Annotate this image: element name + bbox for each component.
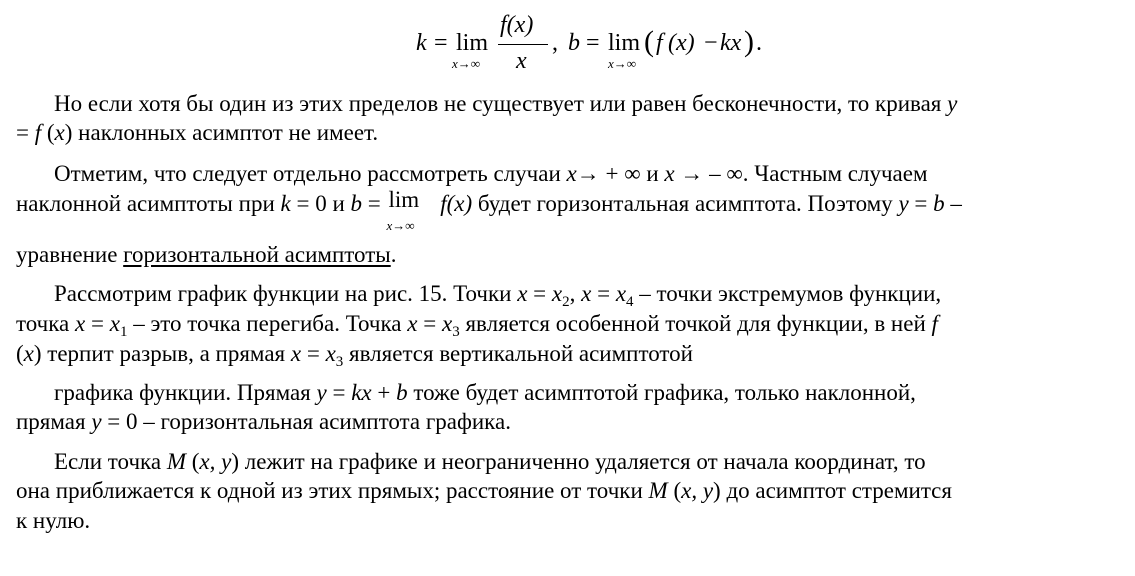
text-para2-l2-bvar: b bbox=[350, 191, 362, 216]
formula-denominator: x bbox=[516, 48, 527, 74]
para2-line1 bbox=[54, 160, 928, 188]
para2-line3 bbox=[16, 241, 396, 269]
text-para4-l1-c: + bbox=[371, 380, 397, 405]
formula-inner-arg: (x) bbox=[668, 30, 695, 56]
para5-line2 bbox=[16, 477, 952, 505]
text-para3-l1-c: , bbox=[569, 281, 582, 306]
text-para1-line2-x: x bbox=[54, 120, 65, 145]
text-para3-l3-d: является вертикальной асимптотой bbox=[343, 341, 693, 366]
text-para4-l2-a: прямая bbox=[16, 409, 92, 434]
para1-line1 bbox=[54, 90, 957, 118]
text-para1-line1: Но если хотя бы один из этих пределов не существует или равен бесконечности, то кривая bbox=[54, 91, 948, 116]
text-para3-l3-s3: 3 bbox=[335, 354, 344, 370]
text-para4-l1-a: графика функции. Прямая bbox=[54, 380, 317, 405]
formula-lim1-sub: x→∞ bbox=[452, 56, 481, 71]
text-para2-l3-b: . bbox=[390, 242, 397, 267]
text-para5-l1-m: M bbox=[166, 449, 186, 474]
text-para4-l1-b: = bbox=[326, 380, 352, 405]
limit-formula bbox=[416, 8, 796, 80]
text-para3-l1-x4: x bbox=[615, 281, 627, 306]
para5-line3 bbox=[16, 507, 90, 535]
text-para4-l1-y: y bbox=[316, 380, 327, 405]
text-para3-l3-x: x bbox=[23, 341, 34, 366]
text-para5-l3-a: к нулю. bbox=[16, 508, 91, 533]
text-para4-l1-d: тоже будет асимптотой графика, только наклонной, bbox=[407, 380, 916, 405]
text-para3-l1-s2: 2 bbox=[562, 294, 570, 310]
text-para5-l1-xy: x, y bbox=[199, 449, 232, 474]
text-para5-l2-xy: x, y bbox=[681, 478, 714, 503]
text-para3-l1-x3: x bbox=[581, 281, 592, 306]
formula-minus: − bbox=[704, 30, 718, 56]
para4-line1 bbox=[54, 379, 916, 407]
text-para3-l1-b: = bbox=[527, 281, 552, 306]
text-para2-l2-e: – bbox=[944, 191, 962, 216]
text-para3-l3-x3: x bbox=[325, 341, 336, 366]
inline-limit bbox=[386, 187, 434, 233]
text-para5-l2-m: M bbox=[648, 478, 668, 503]
text-para2-l2-lim: lim bbox=[388, 187, 420, 212]
text-para2-l1-x1: x bbox=[566, 161, 577, 186]
formula-kx: kx bbox=[720, 30, 742, 56]
text-para4-l2-b: = 0 – горизонтальная асимптота графика. bbox=[101, 409, 511, 434]
text-para3-l2-s3: 3 bbox=[452, 324, 460, 340]
text-para3-l1-x2: x bbox=[551, 281, 563, 306]
text-para3-l2-xx: x bbox=[407, 311, 418, 336]
text-para3-l1-s4: 4 bbox=[626, 294, 634, 310]
text-para2-l2-eq: = bbox=[362, 191, 387, 216]
formula-numerator: f(x) bbox=[500, 12, 534, 38]
text-para1-line1-var: y bbox=[947, 91, 958, 116]
formula-k: k bbox=[416, 30, 427, 56]
formula-close: ) bbox=[744, 25, 754, 58]
text-para2-l2-k: k bbox=[280, 191, 291, 216]
text-para2-l1-a: Отметим, что следует отдельно рассмотреть случаи bbox=[54, 161, 567, 186]
text-para3-l2-d: = bbox=[417, 311, 442, 336]
text-para3-l2-x1: x bbox=[109, 311, 120, 336]
para1-line2 bbox=[16, 119, 378, 147]
text-para5-l2-c: ) до асимптот стремится bbox=[713, 478, 952, 503]
text-para4-l2-y: y bbox=[91, 409, 102, 434]
text-para4-l1-kx: kx bbox=[351, 380, 372, 405]
formula-lim1: lim bbox=[456, 30, 489, 56]
formula-b: b bbox=[568, 30, 580, 56]
text-para3-l3-c: = bbox=[301, 341, 326, 366]
text-para2-l3-a: уравнение bbox=[16, 242, 124, 267]
formula-lim2: lim bbox=[608, 30, 641, 56]
text-para3-l1-d: = bbox=[591, 281, 616, 306]
text-para1-line2-f: f bbox=[34, 120, 42, 145]
text-para2-l2-lim-sub: x→∞ bbox=[386, 218, 415, 233]
text-para2-l1-b: → + ∞ и bbox=[576, 161, 665, 186]
text-para5-l1-c: ) лежит на графике и неограниченно удаляется от начала координат, то bbox=[231, 449, 926, 474]
text-para2-l2-d: = bbox=[908, 191, 934, 216]
para5-line1 bbox=[54, 448, 926, 476]
text-para4-l1-bv: b bbox=[396, 380, 408, 405]
text-para3-l2-f: f bbox=[931, 311, 938, 336]
text-para2-l1-c: → – ∞. Частным случаем bbox=[674, 161, 928, 186]
text-para2-l2-bb: b bbox=[933, 191, 945, 216]
text-para3-l2-s1: 1 bbox=[119, 324, 128, 340]
formula-lim2-sub: x→∞ bbox=[608, 56, 637, 71]
formula-open: ( bbox=[644, 25, 654, 58]
text-para3-l2-b: = bbox=[85, 311, 110, 336]
text-para1-line2-a: = bbox=[16, 120, 35, 145]
text-para5-l2-a: она приближается к одной из этих прямых; расстояние от точки bbox=[16, 478, 649, 503]
para3-line3 bbox=[16, 340, 693, 371]
text-para3-l3-b: ) терпит разрыв, а прямая bbox=[33, 341, 291, 366]
text-para1-line2-b: ( bbox=[41, 120, 55, 145]
text-para3-l2-x: x bbox=[75, 311, 86, 336]
text-para2-l2-fx: (x) bbox=[446, 191, 473, 216]
text-para3-l2-e: является особенной точкой для функции, в ней bbox=[459, 311, 932, 336]
text-para5-l1-a: Если точка bbox=[54, 449, 167, 474]
text-para2-l2-a: наклонной асимптоты при bbox=[16, 191, 281, 216]
text-para3-l2-a: точка bbox=[16, 311, 76, 336]
para3-line2 bbox=[16, 310, 938, 341]
text-para3-l1-x: x bbox=[517, 281, 528, 306]
text-para1-line2-c: ) наклонных асимптот не имеет. bbox=[64, 120, 379, 145]
para2-line2 bbox=[16, 187, 962, 233]
formula-eq1: = bbox=[434, 30, 448, 56]
fraction-bar bbox=[498, 44, 548, 45]
text-para3-l2-c: – это точка перегиба. Точка bbox=[127, 311, 408, 336]
horizontal-asymptote-link[interactable]: горизонтальной асимптоты bbox=[123, 242, 391, 267]
formula-inner-f: f bbox=[656, 30, 663, 56]
para4-line2 bbox=[16, 408, 511, 436]
text-para2-l2-f: f bbox=[434, 191, 447, 216]
text-para5-l2-b: ( bbox=[667, 478, 682, 503]
formula-dot: . bbox=[756, 30, 762, 56]
text-para2-l1-x2: x bbox=[664, 161, 675, 186]
text-para3-l2-x3: x bbox=[441, 311, 453, 336]
text-para3-l1-e: – точки экстремумов функции, bbox=[633, 281, 942, 306]
text-para3-l3-xx: x bbox=[290, 341, 302, 366]
para3-line1 bbox=[54, 280, 941, 311]
text-para2-l2-c: будет горизонтальная асимптота. Поэтому bbox=[472, 191, 899, 216]
formula-comma: , bbox=[552, 30, 558, 56]
text-para3-l3-a: ( bbox=[16, 341, 24, 366]
text-para2-l2-y: y bbox=[898, 191, 909, 216]
text-para2-l2-b: = 0 и bbox=[290, 191, 351, 216]
formula-eq2: = bbox=[586, 30, 600, 56]
text-para5-l1-b: ( bbox=[185, 449, 200, 474]
text-para3-l1-a: Рассмотрим график функции на рис. 15. Точки bbox=[54, 281, 518, 306]
